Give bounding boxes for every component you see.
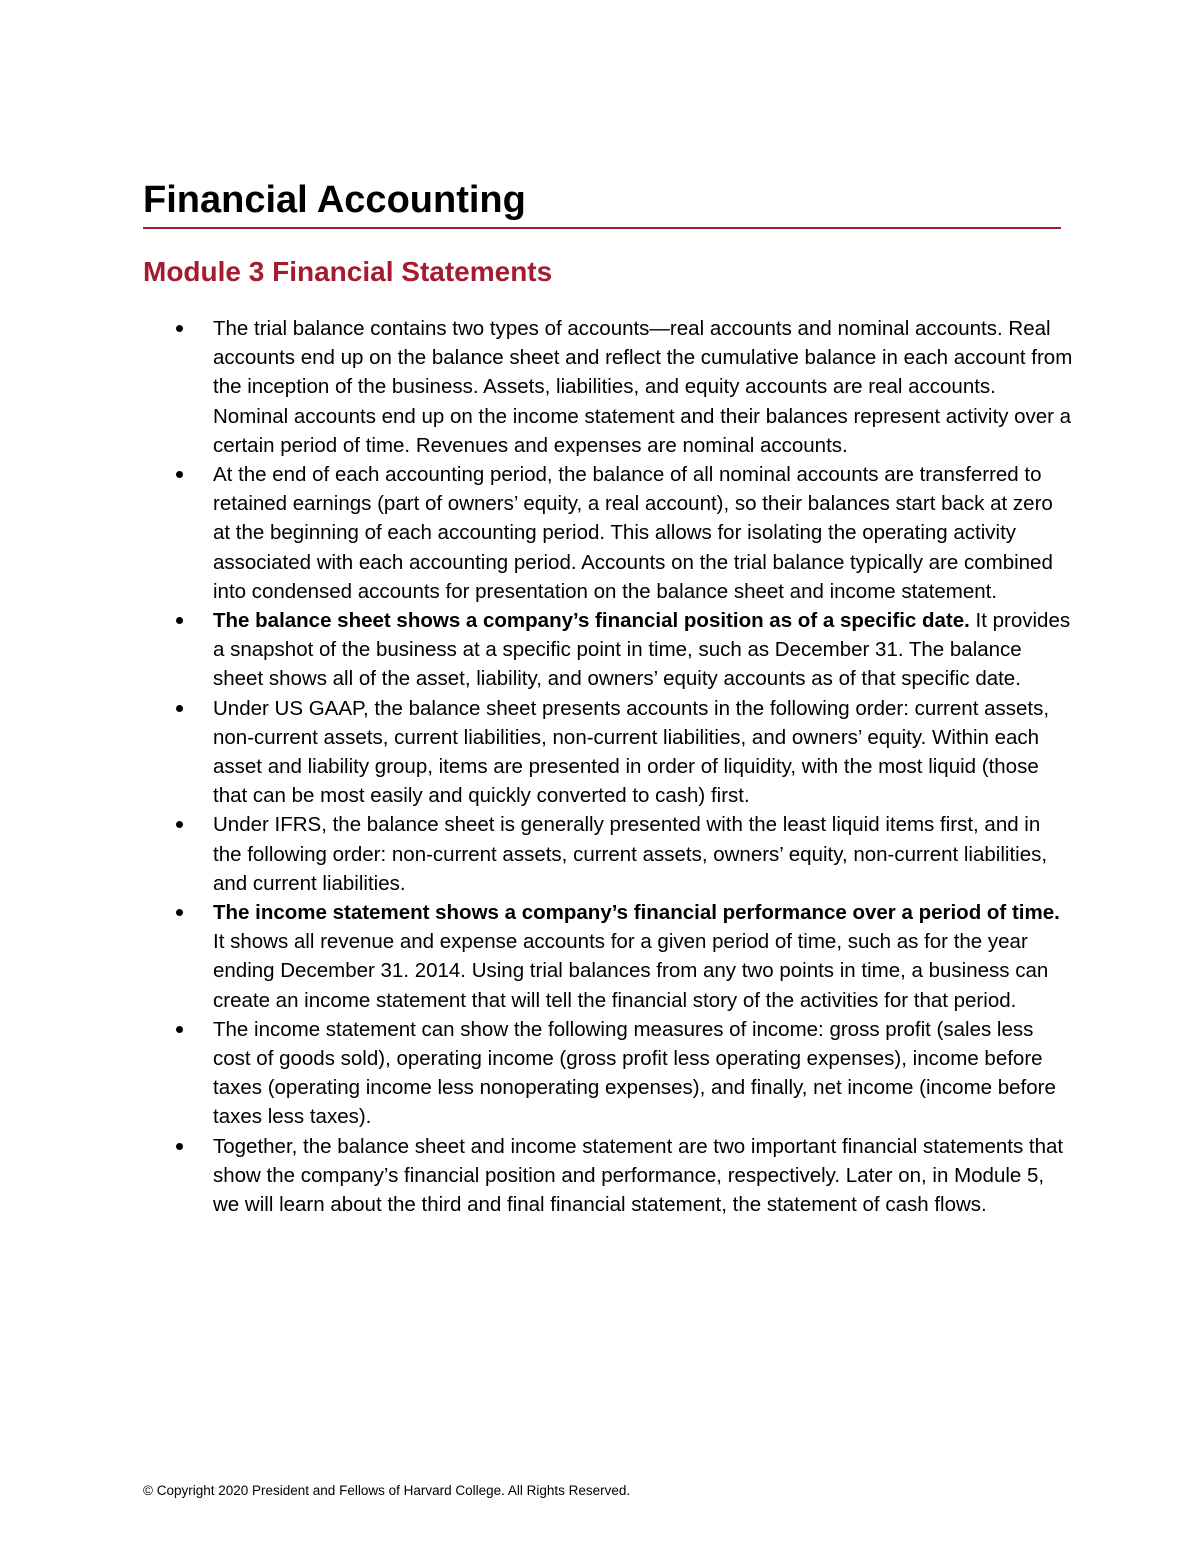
bullet-icon xyxy=(176,705,183,712)
list-item xyxy=(213,810,1073,898)
bullet-text: The income statement can show the following measures of income: gross profit (sales less cost of goods sold), operating income (gross profit less operating expenses), income before taxes (operating income less nonoperating expenses), and finally, net income (income before taxes less taxes). xyxy=(213,1017,1056,1129)
bullet-icon xyxy=(176,821,183,828)
bullet-bold-lead: The balance sheet shows a company’s financial position as of a specific date. xyxy=(213,609,970,633)
bullet-text: Under IFRS, the balance sheet is generally presented with the least liquid items first, and in the following order: non-current assets, current assets, owners’ equity, non-current liabilities, and current liabilities. xyxy=(213,813,1048,895)
bullet-text: Together, the balance sheet and income statement are two important financial statements that show the company’s financial position and performance, respectively. Later on, in Module 5, we will learn about the third and final financial statement, the statement of cash flows. xyxy=(213,1134,1064,1217)
bullet-icon xyxy=(176,471,183,478)
bullet-list xyxy=(213,314,1073,1219)
list-item xyxy=(213,606,1073,694)
module-heading: Module 3 Financial Statements xyxy=(143,256,553,287)
bullet-text: Under US GAAP, the balance sheet presents accounts in the following order: current assets, non-current assets, current liabilities, non-current liabilities, and owners’ equity. Within each asset and liability group, items are presented in order of liquidity, with the most liquid (those that can be most easily and quickly converted to cash) first. xyxy=(213,696,1050,808)
list-item xyxy=(213,898,1073,1015)
bullet-icon xyxy=(176,617,183,624)
bullet-icon xyxy=(176,1143,183,1150)
list-item xyxy=(213,460,1073,606)
bullet-icon xyxy=(176,1026,183,1033)
list-item xyxy=(213,694,1073,811)
title-divider xyxy=(143,227,1061,229)
bullet-text: At the end of each accounting period, the balance of all nominal accounts are transferred to retained earnings (part of owners’ equity, a real account), so their balances start back at zero at the beginning of each accounting period. This allows for isolating the operating activity associated with each accounting period. Accounts on the trial balance typically are combined into condensed accounts for presentation on the balance sheet and income statement. xyxy=(213,463,1053,603)
list-item xyxy=(213,1015,1073,1132)
bullet-icon xyxy=(176,909,183,916)
list-item xyxy=(213,314,1073,460)
page-title: Financial Accounting xyxy=(143,179,526,221)
bullet-icon xyxy=(176,325,183,332)
bullet-text: It shows all revenue and expense accounts for a given period of time, such as for the year ending December 31. 2014. Using trial balances from any two points in time, a business can create an income statement that will tell the financial story of the activities for that period. xyxy=(213,930,1049,1012)
bullet-text: The trial balance contains two types of accounts—real accounts and nominal accounts. Real accounts end up on the balance sheet and reflect the cumulative balance in each account from the inception of the business. Assets, liabilities, and equity accounts are real accounts. Nominal accounts end up on the income statement and their balances represent activity over a certain period of time. Revenues and expenses are nominal accounts. xyxy=(213,317,1073,457)
bullet-text: It provides a snapshot of the business at a specific point in time, such as December 31. The balance sheet shows all of the asset, liability, and owners’ equity accounts as of that specific date. xyxy=(213,609,1071,691)
copyright-footer: © Copyright 2020 President and Fellows of Harvard College. All Rights Reserved. xyxy=(143,1483,631,1498)
bullet-bold-lead: The income statement shows a company’s financial performance over a period of time. xyxy=(213,901,1060,925)
list-item xyxy=(213,1132,1073,1220)
